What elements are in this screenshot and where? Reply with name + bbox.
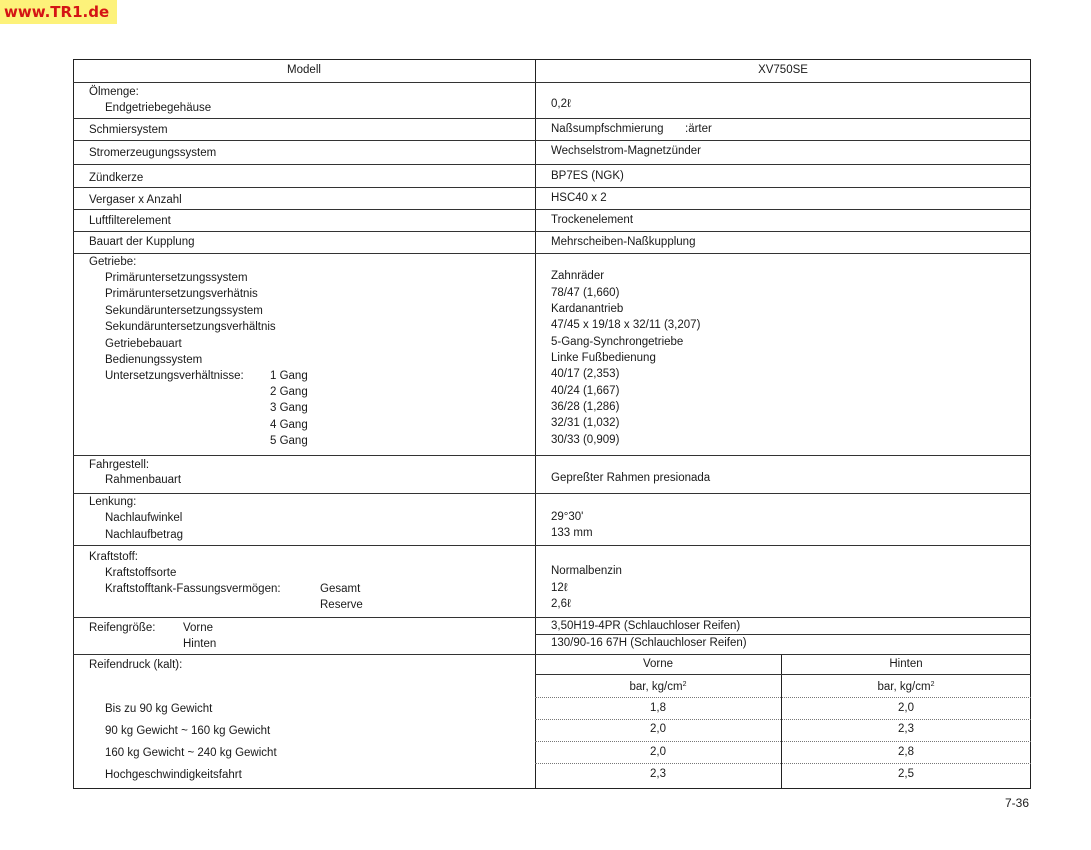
row-divider <box>73 187 1031 188</box>
gear-ratio-gear: 5 Gang <box>270 435 308 447</box>
clutch-value: Mehrscheiben-Naßkupplung <box>551 236 696 248</box>
steering-title: Lenkung: <box>89 496 137 508</box>
pressure-row-divider <box>535 719 1031 720</box>
pressure-row-front: 1,8 <box>650 702 666 714</box>
tire-rear-label: Hinten <box>183 638 217 650</box>
gear-ratio-value: 36/28 (1,286) <box>551 401 620 413</box>
pressure-row-label: Hochgeschwindigkeitsfahrt <box>105 769 242 781</box>
fuel-tank-label: Kraftstofftank-Fassungsvermögen: <box>105 583 281 595</box>
gear-item-label: Bedienungssystem <box>105 354 203 366</box>
fuel-title: Kraftstoff: <box>89 551 139 563</box>
row-divider <box>73 164 1031 165</box>
pressure-row-divider <box>535 697 1031 698</box>
lube-extra: :ärter <box>685 123 712 135</box>
fuel-reserve-label: Reserve <box>320 599 363 611</box>
fuel-total-value: 12ℓ <box>551 582 568 594</box>
gear-ratio-value: 40/24 (1,667) <box>551 385 620 397</box>
gear-ratio-gear: 4 Gang <box>270 419 308 431</box>
power-label: Stromerzeugungssystem <box>89 147 217 159</box>
pressure-col-rear: Hinten <box>889 658 923 670</box>
pressure-row-front: 2,0 <box>650 746 666 758</box>
gear-item-value: Linke Fußbedienung <box>551 352 656 364</box>
gear-ratio-gear: 2 Gang <box>270 386 308 398</box>
gear-ratio-gear: 3 Gang <box>270 402 308 414</box>
row-divider <box>73 455 1031 456</box>
filter-label: Luftfilterelement <box>89 215 171 227</box>
pressure-row-rear: 2,5 <box>898 768 914 780</box>
steering-label: Nachlaufbetrag <box>105 529 183 541</box>
pressure-col-front: Vorne <box>642 658 674 670</box>
gear-item-label: Primäruntersetzungsverhätnis <box>105 288 258 300</box>
oil-label: Endgetriebegehäuse <box>105 102 212 114</box>
gear-ratio-gear: 1 Gang <box>270 370 308 382</box>
clutch-label: Bauart der Kupplung <box>89 236 195 248</box>
gear-ratio-value: 40/17 (2,353) <box>551 368 620 380</box>
fuel-type-value: Normalbenzin <box>551 565 622 577</box>
pressure-row-front: 2,0 <box>650 723 666 735</box>
pressure-row-rear: 2,3 <box>898 723 914 735</box>
pressure-row-label: Bis zu 90 kg Gewicht <box>105 703 213 715</box>
gear-title: Getriebe: <box>89 256 137 268</box>
tire-front-value: 3,50H19-4PR (Schlauchloser Reifen) <box>551 620 741 632</box>
gear-item-label: Sekundäruntersetzungssystem <box>105 305 263 317</box>
pressure-row-divider <box>535 741 1031 742</box>
gear-ratio-value: 30/33 (0,909) <box>551 434 620 446</box>
site-watermark: www.TR1.de <box>0 0 117 24</box>
gear-item-value: Kardanantrieb <box>551 303 624 315</box>
oil-value: 0,2ℓ <box>551 98 571 110</box>
spark-value: BP7ES (NGK) <box>551 170 624 182</box>
gear-item-value: 47/45 x 19/18 x 32/11 (3,207) <box>551 319 701 331</box>
steering-label: Nachlaufwinkel <box>105 512 183 524</box>
fuel-reserve-value: 2,6ℓ <box>551 598 571 610</box>
tire-inner-divider <box>535 634 1031 635</box>
chassis-label: Rahmenbauart <box>105 474 182 486</box>
row-divider <box>73 617 1031 618</box>
chassis-value: Gepreßter Rahmen presionada <box>551 472 711 484</box>
gear-item-label: Primäruntersetzungssystem <box>105 272 248 284</box>
lube-value: Naßsumpfschmierung <box>551 123 664 135</box>
row-divider <box>73 82 1031 83</box>
gear-item-value: 5-Gang-Synchrongetriebe <box>551 336 684 348</box>
power-value: Wechselstrom-Magnetzünder <box>551 145 701 157</box>
pressure-unit-front: bar, $kg/cm^2$ <box>629 681 687 693</box>
row-divider <box>73 493 1031 494</box>
pressure-unit-rear: bar, $kg/cm^2$ <box>877 681 935 693</box>
pressure-header-divider <box>535 674 1031 675</box>
gear-item-label: Getriebebauart <box>105 338 182 350</box>
oil-title: Ölmenge: <box>89 86 139 98</box>
spark-label: Zündkerze <box>89 172 144 184</box>
chassis-title: Fahrgestell: <box>89 459 150 471</box>
gear-item-value: Zahnräder <box>551 270 605 282</box>
lube-label: Schmiersystem <box>89 124 168 136</box>
row-divider <box>73 118 1031 119</box>
pressure-row-front: 2,3 <box>650 768 666 780</box>
tire-size-label: Reifengröße: <box>89 622 156 634</box>
row-divider <box>73 253 1031 254</box>
gear-ratio-value: 32/31 (1,032) <box>551 417 620 429</box>
fuel-type-label: Kraftstoffsorte <box>105 567 177 579</box>
tire-front-label: Vorne <box>183 622 214 634</box>
pressure-row-label: 90 kg Gewicht ~ 160 kg Gewicht <box>105 725 271 737</box>
pressure-row-rear: 2,0 <box>898 702 914 714</box>
fuel-total-label: Gesamt <box>320 583 361 595</box>
page-number: 7-36 <box>1005 796 1030 810</box>
pressure-label: Reifendruck (kalt): <box>89 659 183 671</box>
row-divider <box>73 231 1031 232</box>
header-model-label: Modell <box>287 64 321 76</box>
gear-item-value: 78/47 (1,660) <box>551 287 620 299</box>
row-divider <box>73 654 1031 655</box>
steering-value: 133 mm <box>551 527 593 539</box>
filter-value: Trockenelement <box>551 214 634 226</box>
pressure-row-divider <box>535 763 1031 764</box>
gear-ratio-label: Untersetzungsverhältnisse: <box>105 370 244 382</box>
row-divider <box>73 545 1031 546</box>
row-divider <box>73 140 1031 141</box>
pressure-row-rear: 2,8 <box>898 746 914 758</box>
row-divider <box>73 209 1031 210</box>
pressure-row-label: 160 kg Gewicht ~ 240 kg Gewicht <box>105 747 277 759</box>
carb-label: Vergaser x Anzahl <box>89 194 182 206</box>
gear-item-label: Sekundäruntersetzungsverhältnis <box>105 321 276 333</box>
carb-value: HSC40 x 2 <box>551 192 607 204</box>
steering-value: 29°30' <box>551 511 584 523</box>
tire-rear-value: 130/90-16 67H (Schlauchloser Reifen) <box>551 637 747 649</box>
header-model-value: XV750SE <box>758 64 808 76</box>
